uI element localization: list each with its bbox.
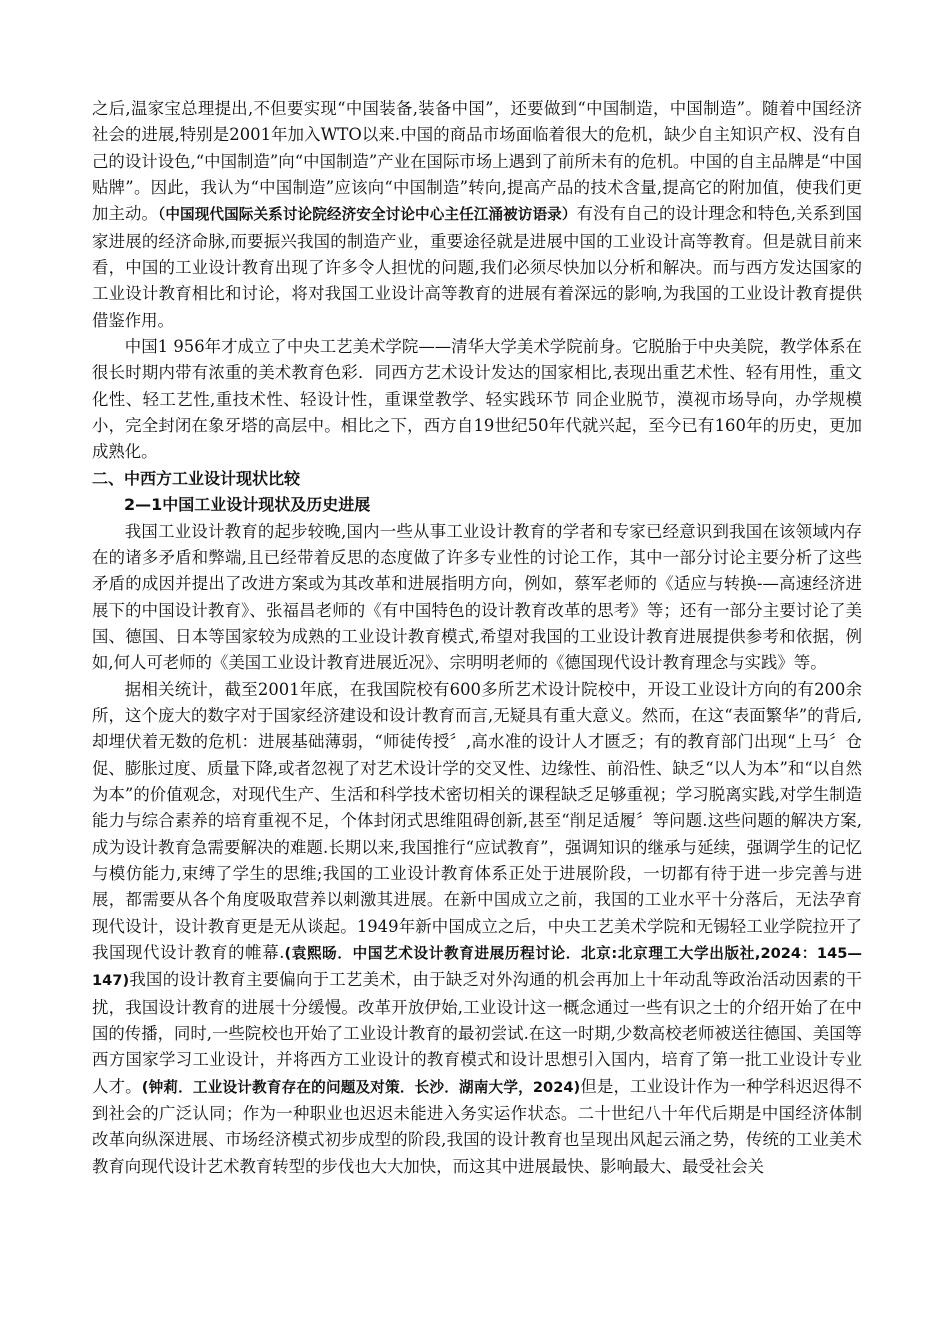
paragraph-intro <box>92 96 862 334</box>
citation-quote-source: （中国现代国际关系讨论院经济安全讨论中心主任江涌被访语录） <box>157 206 577 224</box>
document-page <box>92 96 862 1180</box>
section-heading: 二、中西方工业设计现状比较 <box>92 468 301 488</box>
paragraph-text: 据相关统计，截至2001年底，在我国院校有600多所艺术设计院校中，开设工业设计方向的有200余所，这个庞大的数字对于国家经济建设和设计教育而言,无疑具有重大意义。然而，在这“表面繁华”的背后,却埋伏着无数的危机：进展基础薄弱，“师徒传授〞,高水准的设计人才匮乏；有的教育部门出现“上马〞仓促、膨胀过度、质量下降,或者忽视了对艺术设计学的交叉性、边缘性、前沿性、缺乏“以人为本”和“以自然为本”的价值观念，对现代生产、生活和科学技术密切相关的课程缺乏足够重视；学习脱离实践,对学生制造能力与综合素养的培育重视不足，个体封闭式思维阻碍创新,甚至“削足适履〞等问题.这些问题的解决方案,成为设计教育急需要解决的难题.长期以来,我国推行“应试教育”，强调知识的继承与延续，强调学生的记忆与模仿能力,束缚了学生的思维;我国的工业设计教育体系正处于进展阶段，一切都有待于进一步完善与进展，都需要从各个角度吸取营养以刺激其进展。在新中国成立之前，我国的工业水平十分落后，无法孕育现代设计，设计教育更是无从谈起。1949年新中国成立之后，中央工艺美术学院和无锡轻工业学院拉开了我国现代设计教育的帷幕. <box>92 679 862 962</box>
paragraph-statistics <box>92 677 862 1181</box>
citation-reference: (钟莉．工业设计教育存在的问题及对策．长沙．湖南大学，2024) <box>141 1078 581 1096</box>
paragraph-text: 我国的设计教育主要偏向于工艺美术，由于缺乏对外沟通的机会再加上十年动乱等政治活动因素的干扰，我国设计教育的进展十分缓慢。改革开放伊始,工业设计这一概念通过一些有识之士的介绍开始了在中国的传播，同时,一些院校也开始了工业设计教育的最初尝试.在这一时期,少数高校老师被送往德国、美国等西方国家学习工业设计，并将西方工业设计的教育模式和设计思想引入国内，培育了第一批工业设计专业人才。 <box>92 970 862 1096</box>
paragraph-text: 有没有自己的设计理念和特色,关系到国家进展的经济命脉,而要振兴我国的制造产业，重要途径就是进展中国的工业设计高等教育。但是就目前来看，中国的工业设计教育出现了许多令人担忧的问题,我们必须尽快加以分析和解决。而与西方发达国家的工业设计教育相比和讨论，将对我国工业设计高等教育的进展有着深远的影响,为我国的工业设计教育提供借鉴作用。 <box>92 204 862 330</box>
paragraph-text: 但是，工业设计作为一种学科迟迟得不到社会的广泛认同；作为一种职业也迟迟未能进入务实运作状态。二十世纪八十年代后期是中国经济体制改革向纵深进展、市场经济模式初步成型的阶段,我国的设计教育也呈现出风起云涌之势，传统的工业美术教育向现代设计艺术教育转型的步伐也大大加快，而这其中进展最快、影响最大、最受社会关 <box>92 1076 863 1176</box>
paragraph-history: 中国1 956年才成立了中央工艺美术学院——清华大学美术学院前身。它脱胎于中央美院，教学体系在很长时期内带有浓重的美术教育色彩．同西方艺术设计发达的国家相比,表现出重艺术性、轻有用性，重文化性、轻工艺性,重技术性、轻设计性，重课堂教学、轻实践环节 同企业脱节，漠视市场导向，办学规模小，完全封闭在象牙塔的高层中。相比之下，西方自19世纪50年代就兴起，至今已有160年的历史，更加成熟化。 <box>92 337 862 462</box>
paragraph-research: 我国工业设计教育的起步较晚,国内一些从事工业设计教育的学者和专家已经意识到我国在该领域内存在的诸多矛盾和弊端,且已经带着反思的态度做了许多专业性的讨论工作，其中一部分讨论主要分析了这些矛盾的成因并提出了改进方案或为其改革和进展指明方向，例如，蔡军老师的《适应与转换-—高速经济进展下的中国设计教育》、张福昌老师的《有中国特色的设计教育改革的思考》等；还有一部分主要讨论了美国、德国、日本等国家较为成熟的工业设计教育模式,希望对我国的工业设计教育进展提供参考和依据，例如,何人可老师的《美国工业设计教育进展近况》、宗明明老师的《德国现代设计教育理念与实践》等。 <box>92 521 862 673</box>
paragraph-text: 之后,温家宝总理提出,不但要实现“中国装备,装备中国”，还要做到“中国制造，中国制造”。随着中国经济社会的进展,特别是2001年加入WTO以来.中国的商品市场面临着很大的危机，缺少自主知识产权、没有自己的设计设色,“中国制造”向“中国制造”产业在国际市场上遇到了前所未有的危机。中国的自主品牌是“中国贴牌”。因此，我认为“中国制造”应该向“中国制造”转向,提高产品的技术含量,提高它的附加值，使我们更加主动。 <box>92 99 862 224</box>
citation-reference: (袁熙旸．中国艺术设计教育进展历程讨论．北京:北京理工大学出版社,2024：145—147) <box>92 945 862 990</box>
subsection-heading: 2—1中国工业设计现状及历史进展 <box>124 495 371 515</box>
